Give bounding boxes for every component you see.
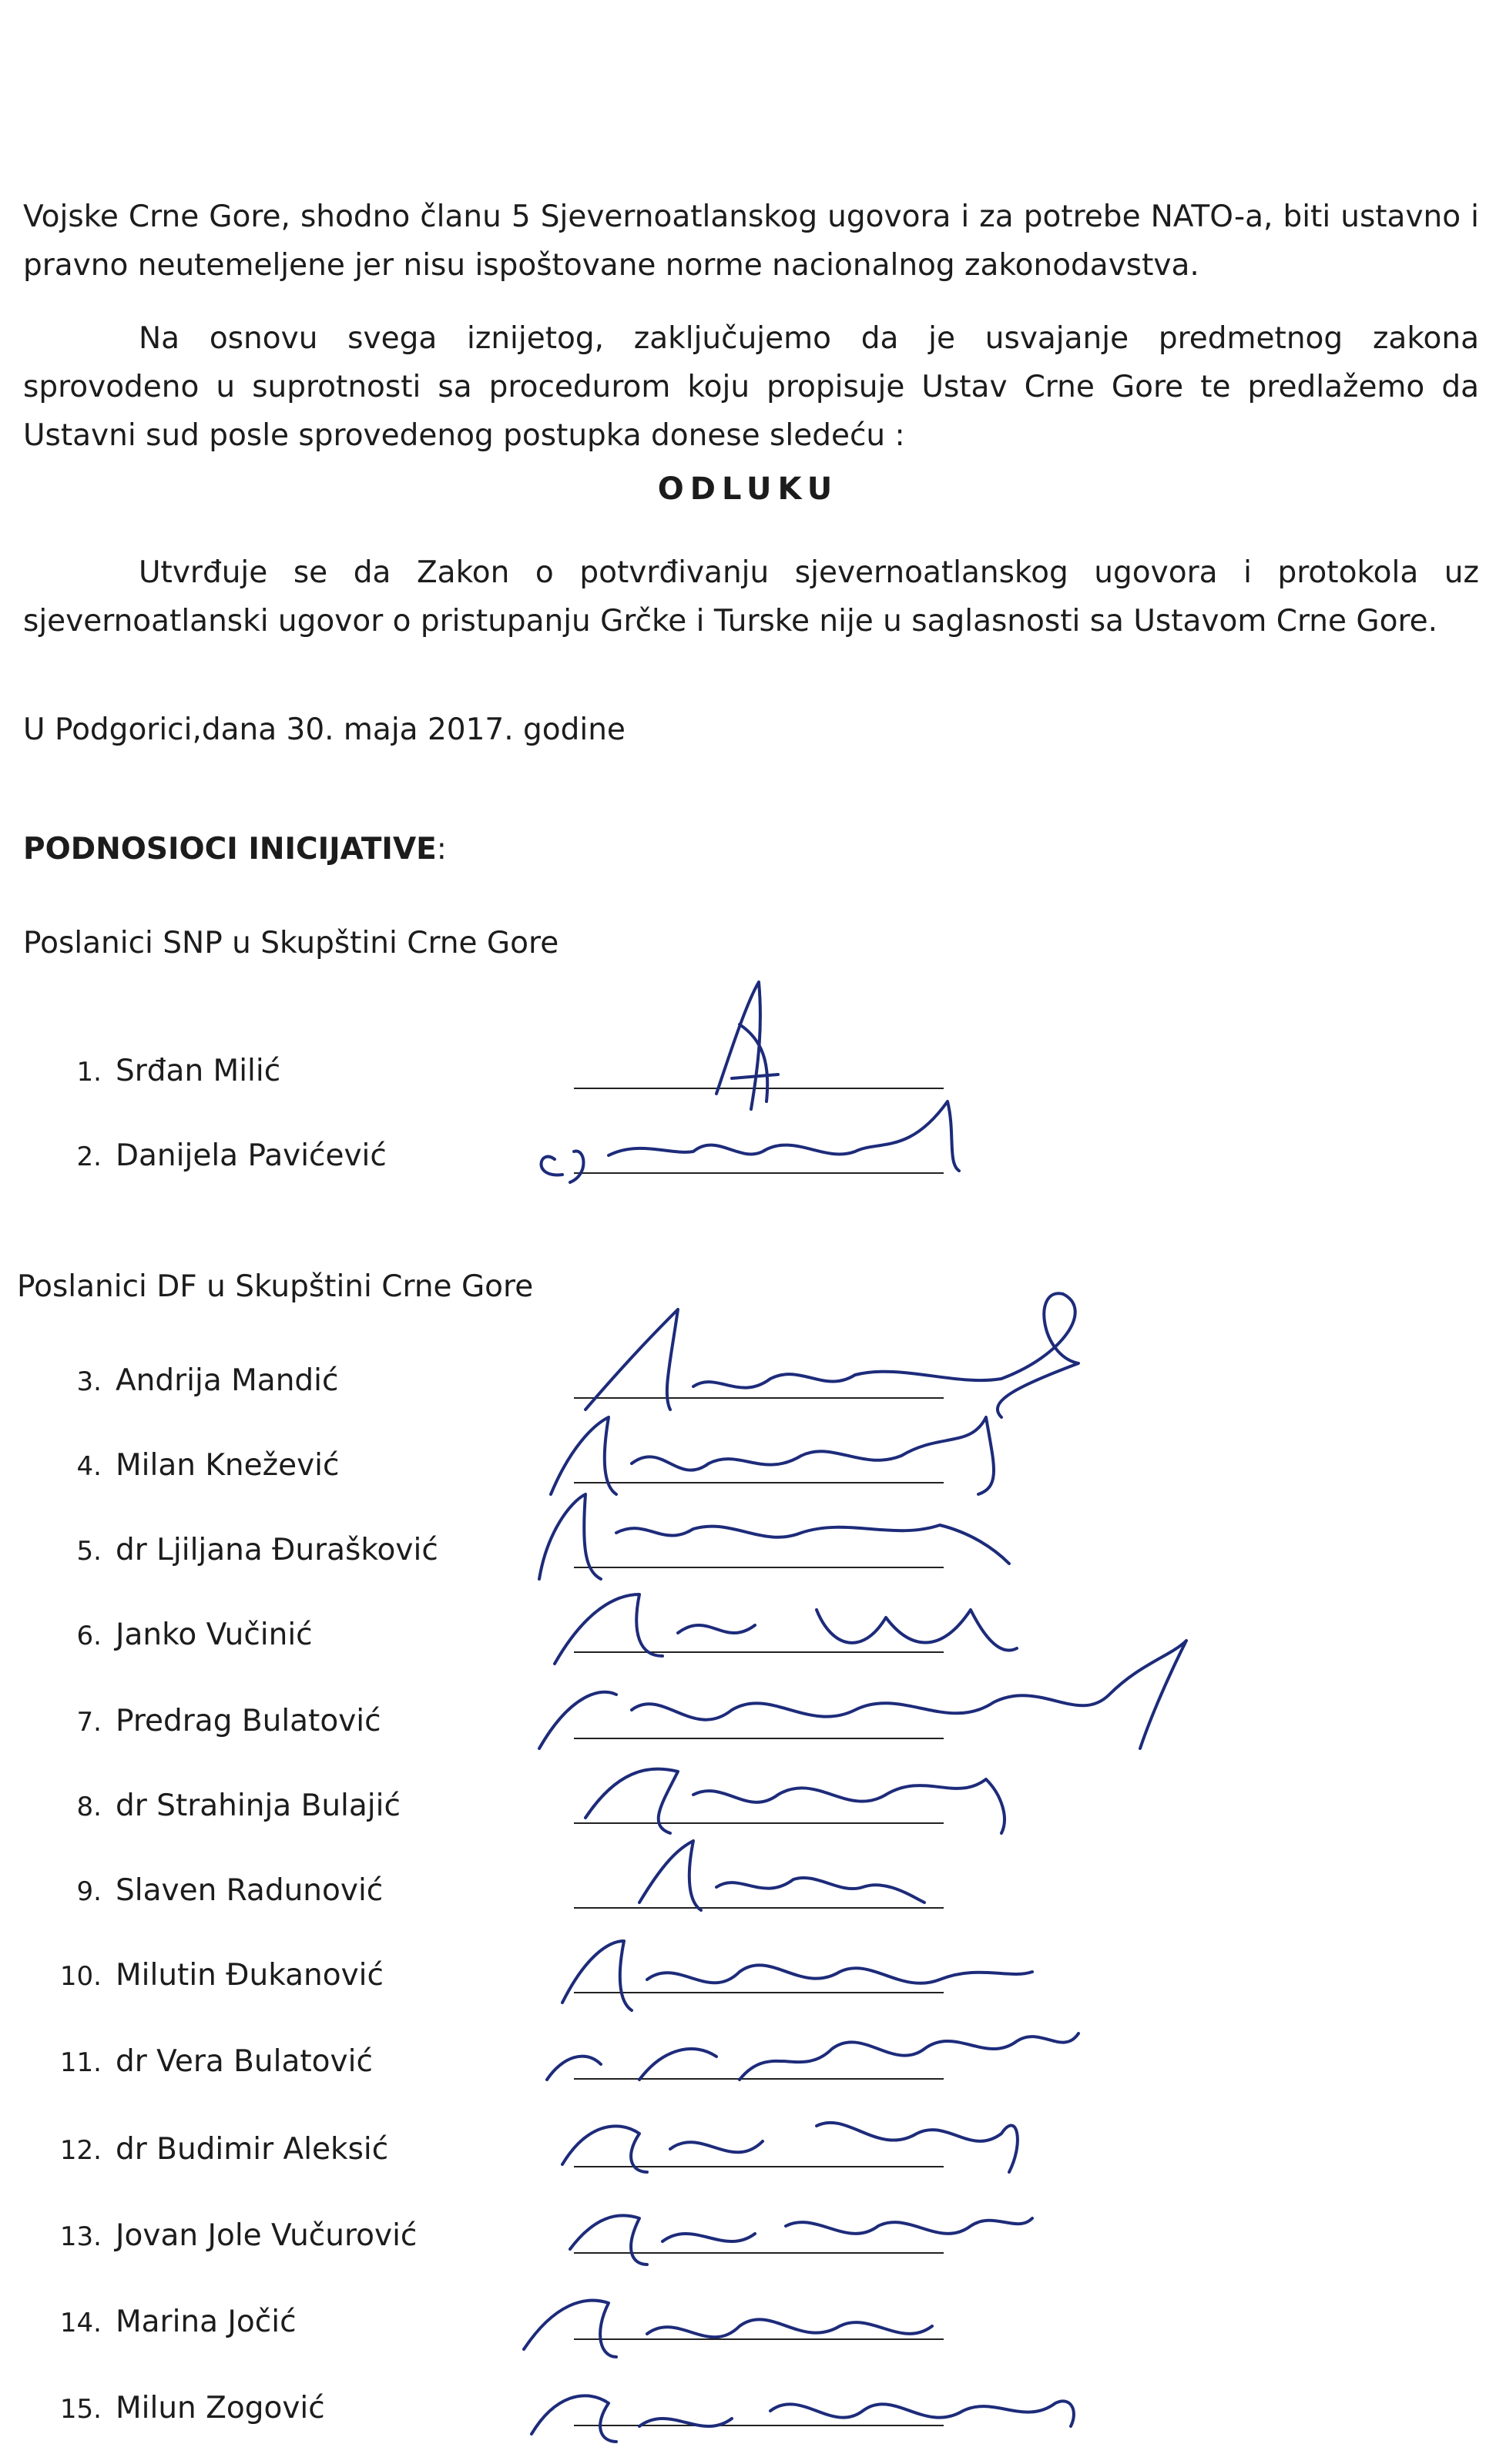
signer-number: 8. [76,1792,102,1822]
signature-line [574,1992,944,1993]
signer-name: Milan Knežević [116,1448,340,1483]
signer-number: 12. [59,2135,102,2166]
signature-line [574,2166,944,2167]
signer-number: 2. [76,1141,102,1172]
signer-row [0,2129,1496,2175]
signature-line [574,1482,944,1483]
decision-heading: ODLUKU [657,471,839,507]
signer-row [0,2041,1496,2087]
group-title-df: Poslanici DF u Skupštini Crne Gore [17,1269,534,1304]
signer-row [0,1955,1496,2001]
signer-row [0,2215,1496,2261]
signer-row [0,1360,1496,1406]
signer-number: 9. [76,1876,102,1907]
signer-number: 5. [76,1536,102,1567]
signer-number: 7. [76,1707,102,1738]
signer-name: Milutin Đukanović [116,1958,384,1993]
signature-line [574,1738,944,1739]
signature-line [574,1651,944,1653]
signature-line [574,1172,944,1174]
signer-name: Marina Jočić [116,2305,297,2339]
date-line: U Podgorici,dana 30. maja 2017. godine [23,712,626,747]
signer-name: Predrag Bulatović [116,1704,381,1738]
decision-text: Utvrđuje se da Zakon o potvrđivanju sjevernoatlanskog ugovora i protokola uz sjevernoatlanski ugovor o pristupanju Grčke i Turske nije u saglasnosti sa Ustavom Crne Gore. [23,555,1479,639]
signature-line [574,1907,944,1909]
signer-name: dr Vera Bulatović [116,2044,373,2079]
signer-name: Danijela Pavićević [116,1138,387,1173]
group-title-snp: Poslanici SNP u Skupštini Crne Gore [23,926,559,960]
signature-line [574,1088,944,1089]
signer-name: dr Ljiljana Đurašković [116,1533,438,1567]
signer-row [0,2388,1496,2434]
signer-number: 11. [59,2047,102,2078]
signer-row [0,1135,1496,1182]
initiators-heading-label: PODNOSIOCI INICIJATIVE [23,832,437,867]
signature-line [574,1822,944,1824]
signer-number: 14. [59,2308,102,2338]
signer-row [0,2301,1496,2348]
signer-number: 10. [59,1961,102,1992]
signer-name: Srđan Milić [116,1054,281,1088]
signer-number: 1. [76,1057,102,1088]
paragraph-intro: Vojske Crne Gore, shodno članu 5 Sjevernoatlanskog ugovora i za potrebe NATO-a, biti ustavno i pravno neutemeljene jer nisu ispoštovane norme nacionalnog zakonodavstva. [23,199,1479,283]
signer-row [0,1051,1496,1097]
signer-number: 4. [76,1451,102,1482]
signer-name: Janko Vučinić [116,1618,313,1652]
signer-number: 3. [76,1366,102,1397]
initiators-heading [23,832,447,867]
signer-name: Jovan Jole Vučurović [116,2218,418,2253]
signer-number: 6. [76,1621,102,1651]
signer-number: 15. [59,2394,102,2425]
paragraph-conclusion: Na osnovu svega iznijetog, zaključujemo da je usvajanje predmetnog zakona sprovodeno u suprotnosti sa procedurom koju propisuje Ustav Crne Gore te predlažemo da Ustavni sud posle sprovedenog postupka donese sledeću : [23,321,1479,453]
signature-line [574,1567,944,1568]
signature-line [574,1397,944,1399]
signer-name: Andrija Mandić [116,1363,339,1398]
signature-line [574,2078,944,2080]
signer-number: 13. [59,2221,102,2252]
signature-line [574,2252,944,2254]
signer-row [0,1614,1496,1661]
signature-line [574,2425,944,2426]
signer-name: Milun Zogović [116,2391,325,2425]
signer-name: dr Strahinja Bulajić [116,1788,401,1823]
signer-row [0,1701,1496,1747]
initiators-heading-colon: : [436,832,447,867]
signer-name: dr Budimir Aleksić [116,2132,389,2167]
signature-line [574,2338,944,2340]
signer-row [0,1870,1496,1916]
signer-row [0,1445,1496,1491]
signer-row [0,1785,1496,1832]
signer-row [0,1530,1496,1576]
signer-name: Slaven Radunović [116,1873,384,1908]
